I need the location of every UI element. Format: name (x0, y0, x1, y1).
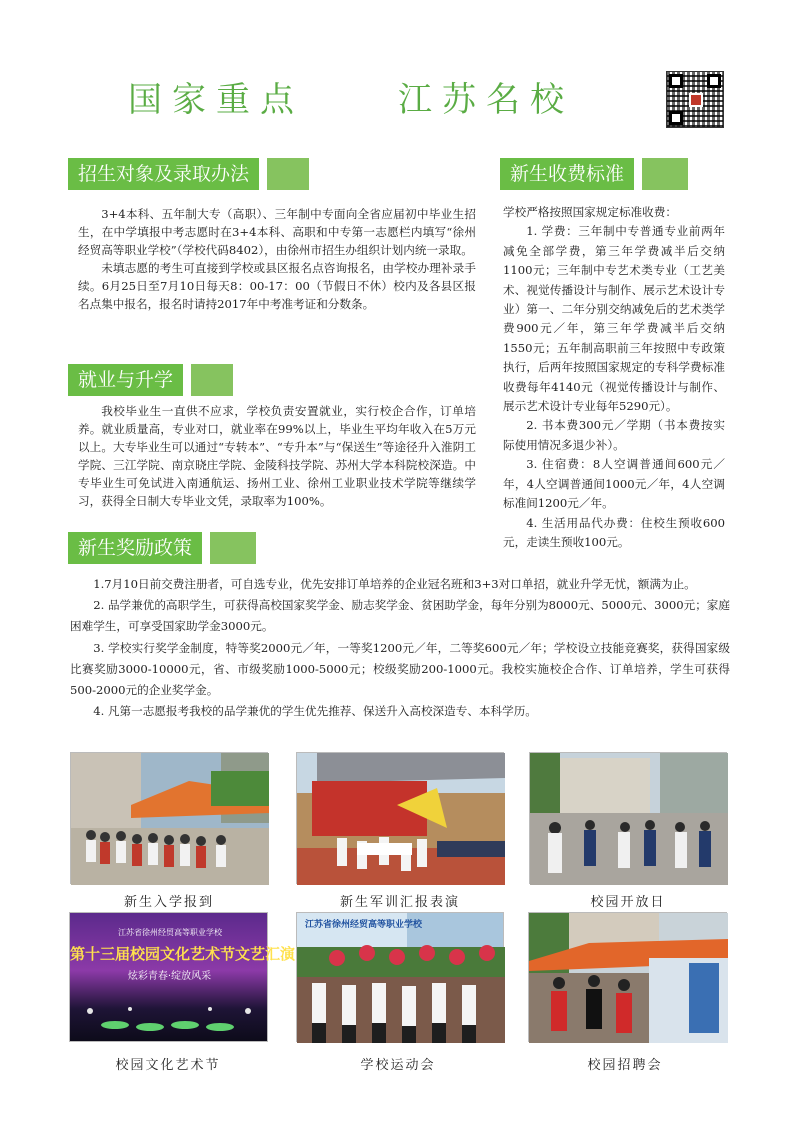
photo-job-fair (528, 912, 727, 1042)
photo-caption: 校园招聘会 (587, 1058, 663, 1073)
rewards-item: 4. 凡第一志愿报考我校的品学兼优的学生优先推荐、保送升入高校深造专、本科学历。 (93, 704, 537, 719)
rewards-section-header (68, 532, 256, 564)
admission-paragraph: 未填志愿的考生可直接到学校或县区报名点咨询报名，由学校办理补录手续。6月25日至7月10日每天8：00-17：00（节假日不休）校内及各县区报名点集中报名，报名时请持2017年中考准考证和分数条。 (78, 261, 476, 311)
fees-item: 2. 书本费300元／学期（书本费按实际使用情况多退少补）。 (503, 418, 725, 452)
fees-intro: 学校严格按照国家规定标准收费： (503, 205, 677, 219)
photo-sports-meet (296, 912, 504, 1042)
photo-military-training (296, 752, 504, 884)
employment-title: 就业与升学 (68, 364, 183, 396)
rewards-item: 2. 品学兼优的高职学生，可获得高校国家奖学金、励志奖学金、贫困助学金，每年分别为8000元、5000元、3000元；家庭困难学生，可享受国家助学金3000元。 (70, 598, 730, 634)
stage-banner-slogan: 炫彩青春·绽放风采 (127, 971, 212, 982)
photo-caption: 校园文化艺术节 (115, 1058, 221, 1073)
section-decoration (267, 158, 309, 190)
employment-paragraph: 我校毕业生一直供不应求，学校负责安置就业，实行校企合作，订单培养。就业质量高，专业对口，就业率在99%以上，毕业生平均年收入在5万元以上。大专毕业生可以通过“专转本”、“专升本”与“保送生”等途径升入淮阴工学院、三江学院、南京晓庄学院、金陵科技学院、苏州大学本科院校深造。中专毕业生可免试进入南通航运、扬州工业、徐州工业职业技术学院等继续学习，获得全日制大专毕业文凭，录取率为100%。 (78, 404, 476, 508)
photo-open-day (529, 752, 727, 884)
photo-registration (70, 752, 268, 884)
fees-item: 3. 住宿费：8人空调普通间600元／年，4人空调普通间1000元／年，4人空调标准间1200元／年。 (503, 457, 725, 511)
photo-caption: 新生军训汇报表演 (339, 895, 460, 910)
fees-item: 1. 学费：三年制中专普通专业前两年减免全部学费，第三年学费减半后交纳1100元；三年制中专艺术类专业（工艺美术、视觉传播设计与制作、展示艺术设计专业）第一、二年分别交纳减免后的艺术类学费900元／年，第三年学费减半后交纳1550元；五年制高职前三年按照中专政策执行，后两年按照国家规定的专科学费标准收费每年4140元（视觉传播设计与制作、展示艺术设计专业每年5290元）。 (503, 224, 725, 414)
employment-body (78, 402, 476, 510)
fees-section-header (500, 158, 688, 190)
rewards-item: 3. 学校实行奖学金制度，特等奖2000元／年，一等奖1200元／年，二等奖600元／年；学校设立技能竞赛奖，获得国家级比赛奖励3000-10000元，省、市级奖励1000-5000元；校级奖励200-1000元。我校实施校企合作、订单培养，学生可获得500-2000元的企业奖学金。 (70, 640, 730, 698)
qr-code-icon[interactable] (666, 71, 724, 128)
photo-caption: 新生入学报到 (123, 895, 214, 910)
rewards-title: 新生奖励政策 (68, 532, 202, 564)
admission-title: 招生对象及录取办法 (68, 158, 259, 190)
admission-body (78, 205, 476, 313)
stage-banner-school: 江苏省徐州经贸高等职业学校 (118, 928, 222, 937)
photo-arts-festival (69, 912, 296, 1042)
headline-left: 国家重点 (128, 80, 304, 120)
admission-paragraph: 3+4本科、五年制大专（高职）、三年制中专面向全省应届初中毕业生招生，在中学填报中考志愿时在3+4本科、高职和中专第一志愿栏内填写“徐州经贸高等职业学校”（学校代码8402），由徐州市招生办组织计划内统一录取。 (78, 207, 476, 257)
section-decoration (210, 532, 256, 564)
stage-banner-title: 第十三届校园文化艺术节文艺汇演 (70, 945, 296, 963)
fees-item: 4. 生活用品代办费：住校生预收600元，走读生预收100元。 (503, 515, 725, 549)
photo-caption: 校园开放日 (590, 895, 666, 910)
sports-banner-text: 江苏省徐州经贸高等职业学校 (305, 920, 423, 930)
headline-right: 江苏名校 (398, 80, 574, 120)
admission-section-header (68, 158, 309, 190)
rewards-item: 1.7月10日前交费注册者，可自选专业，优先安排订单培养的企业冠名班和3+3对口单招，就业升学无忧，额满为止。 (93, 577, 696, 591)
rewards-body (70, 574, 730, 722)
section-decoration (642, 158, 688, 190)
section-decoration (191, 364, 233, 396)
fees-title: 新生收费标准 (500, 158, 634, 190)
fees-body (503, 203, 725, 552)
employment-section-header (68, 364, 233, 396)
photo-caption: 学校运动会 (360, 1058, 436, 1073)
